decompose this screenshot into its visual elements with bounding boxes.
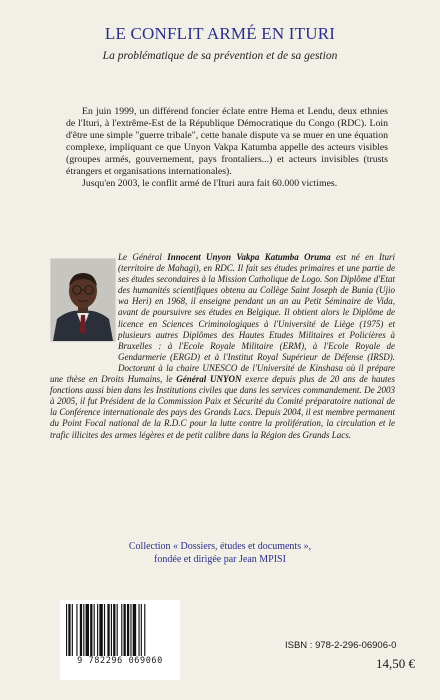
barcode-bar: [121, 604, 122, 656]
barcode-bar: [113, 604, 115, 656]
barcode-bar: [117, 604, 118, 656]
barcode-bar: [141, 604, 142, 656]
book-title: LE CONFLIT ARMÉ EN ITURI: [104, 24, 336, 43]
collection-line-1: Collection « Dossiers, études et documents »,: [128, 541, 312, 552]
barcode-bar: [104, 604, 105, 656]
barcode-bar: [107, 604, 109, 656]
barcode-bar: [124, 604, 126, 656]
summary-paragraph-2: Jusqu'en 2003, le conflit armé de l'Ituri aura fait 60.000 victimes.: [82, 178, 338, 189]
barcode-bar: [83, 604, 84, 656]
barcode-bar: [76, 604, 77, 656]
collection-line-2: fondée et dirigée par Jean MPISI: [154, 554, 286, 565]
barcode-bar: [68, 604, 70, 656]
isbn-number: ISBN : 978-2-296-06906-0: [285, 640, 397, 651]
barcode-bar: [130, 604, 131, 656]
book-subtitle: La problématique de sa prévention et de sa gestion: [102, 50, 338, 62]
barcode-bar: [90, 604, 92, 656]
barcode-bar: [66, 604, 67, 656]
summary-block: [66, 106, 388, 190]
barcode-bar: [86, 604, 89, 656]
barcode-bar: [138, 604, 139, 656]
bio-text-2: est né en Ituri (territoire de Mahagi), en RDC. Il fait ses études primaires et une partie de ses études secondaires à la Mission Catholique de Logo. Son Diplôme d'Etat des humanités scientifiques obtenu au Collège Saint Joseph de Bunia (Ujio wa Heri) en 1968, il enseigne pendant un an au Petit Séminaire de Vida, avant de poursuivre ses études en Belgique. Il obtient alors le Diplôme de licence en Sciences Criminologiques à l'Université de Liège (1975) et plusieurs autres Diplômes des Hautes Etudes Militaires et Policières à Bruxelles : à l'Ecole Royale Militaire (ERM), à l'Ecole Royale de Gendarmerie (ERGD) et à l'Institut Royal Supérieur de Défense (IRSD). Doctorant à la chaire UNESCO de l'Université de Kinshasa où il prépare une thèse en Droits Humains, le: [50, 252, 395, 385]
barcode-bar: [72, 604, 73, 656]
barcode-digits: 9 782296 069060: [60, 656, 180, 666]
barcode-bar: [99, 604, 102, 656]
barcode-bar: [94, 604, 95, 656]
barcode-bar: [133, 604, 136, 656]
photo-spacer: [50, 252, 118, 370]
barcode-bar: [97, 604, 98, 656]
author-title: Général UNYON: [176, 374, 242, 385]
barcode-bar: [80, 604, 82, 656]
price: 14,50 €: [376, 656, 415, 671]
barcode-bar: [111, 604, 112, 656]
bio-text-3: exerce depuis plus de 20 ans de hautes fonctions aussi bien dans les Institutions civiles que dans les services commandement. De 2003 à 2005, il fut Président de la Commission Paix et Sécurité du Comité préparatoire national de la Conférence internationale des pays des Grands Lacs. Depuis 2004, il est membre permanent du Point Focal national de la R.D.C pour la lutte contre la prolifération, la circulation et le trafic illicites des armes légères et de petit calibre dans la Région des Grands Lacs.: [50, 374, 395, 440]
barcode-bar: [127, 604, 129, 656]
collection-info: [0, 540, 440, 566]
summary-paragraph-1: En juin 1999, un différend foncier éclate entre Hema et Lendu, deux ethnies de l'Ituri, à l'extrême-Est de la République Démocratique du Congo (RDC). Loin d'être une simple "guerre tribale", cette banale dispute va se muer en une équation complexe, impliquant ce que Unyon Vakpa Katumba appelle des acteurs visibles (groupes armés, gouvernement, pays frontaliers...) et acteurs invisibles (trusts étrangers et organisations internationales).: [66, 106, 388, 177]
author-biography: [50, 252, 395, 441]
bio-text-1: Le Général: [118, 252, 168, 262]
barcode: [60, 600, 180, 680]
author-name: Innocent Unyon Vakpa Katumba Oruma: [167, 252, 331, 262]
barcode-bar: [144, 604, 145, 656]
